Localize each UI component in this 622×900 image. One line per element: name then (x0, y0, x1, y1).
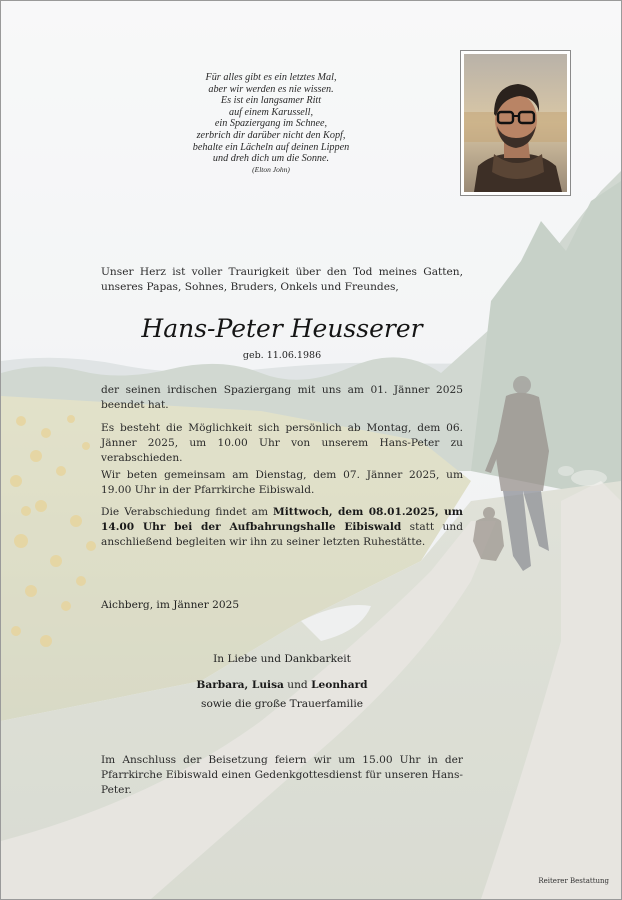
passing-text: der seinen irdischen Spaziergang mit uns am 01. Jänner 2025 beendet hat. (101, 384, 463, 411)
birth-date: geb. 11.06.1986 (242, 350, 322, 361)
poem-line: ein Spaziergang im Schnee, (214, 118, 328, 130)
intro-text: Unser Herz ist voller Traurigkeit über den Tod meines Gatten, unseres Papas, Sohnes, Bruders, Onkels und Freundes, (101, 266, 463, 293)
farewell-text-start: Die Verabschiedung findet am (101, 506, 274, 518)
viewing-text: Es besteht die Möglichkeit sich persönlich ab Montag, dem 06. Jänner 2025, um 10.00 Uhr von unserem Hans-Peter zu verabschieden. (101, 422, 463, 464)
farewell-text-end: statt und anschließend begleiten wir ihn zu seiner letzten Ruhestätte. (101, 521, 463, 548)
poem-line: und dreh dich um die Sonne. (212, 153, 330, 165)
deceased-name: Hans-Peter Heusserer (141, 314, 423, 343)
poem-line: auf einem Karussell, (228, 106, 314, 118)
poem-credit: (Elton John) (252, 164, 290, 174)
poem-line: Es ist ein langsamer Ritt (220, 95, 322, 107)
poem-line: Für alles gibt es ein letztes Mal, (205, 72, 337, 83)
closing-phrase: In Liebe und Dankbarkeit (213, 653, 351, 665)
farewell-text (101, 505, 463, 550)
place-and-date: Aichberg, im Jänner 2025 (101, 599, 240, 611)
portrait-photo (460, 50, 571, 196)
poem-line: behalte ein Lächeln auf deinen Lippen (192, 141, 350, 153)
poem-line: aber wir werden es nie wissen. (208, 83, 334, 95)
memorial-service-text: Im Anschluss der Beisetzung feiern wir um 15.00 Uhr in der Pfarrkirche Eibiswald einen Gedenkgottesdienst für unseren Hans-Peter. (101, 754, 463, 796)
prayer-text: Wir beten gemeinsam am Dienstag, dem 07. Jänner 2025, um 19.00 Uhr in der Pfarrkirche Eibiswald. (101, 469, 463, 496)
funeral-home-credit: Reiterer Bestattung (538, 877, 609, 885)
family-joiner: und (283, 679, 312, 691)
poem-line: zerbrich dir darüber nicht den Kopf, (196, 129, 346, 141)
family-name-2: Leonhard (311, 679, 368, 691)
portrait-image (464, 54, 567, 192)
farewell-date-emphasis: Mittwoch, dem 08.01.2025, um 14.00 Uhr bei der Aufbahrungshalle Eibiswald (101, 506, 463, 533)
poem (151, 72, 391, 175)
family-names (101, 678, 463, 693)
family-name-1: Barbara, Luisa (196, 679, 284, 691)
family-subline: sowie die große Trauerfamilie (201, 698, 363, 710)
